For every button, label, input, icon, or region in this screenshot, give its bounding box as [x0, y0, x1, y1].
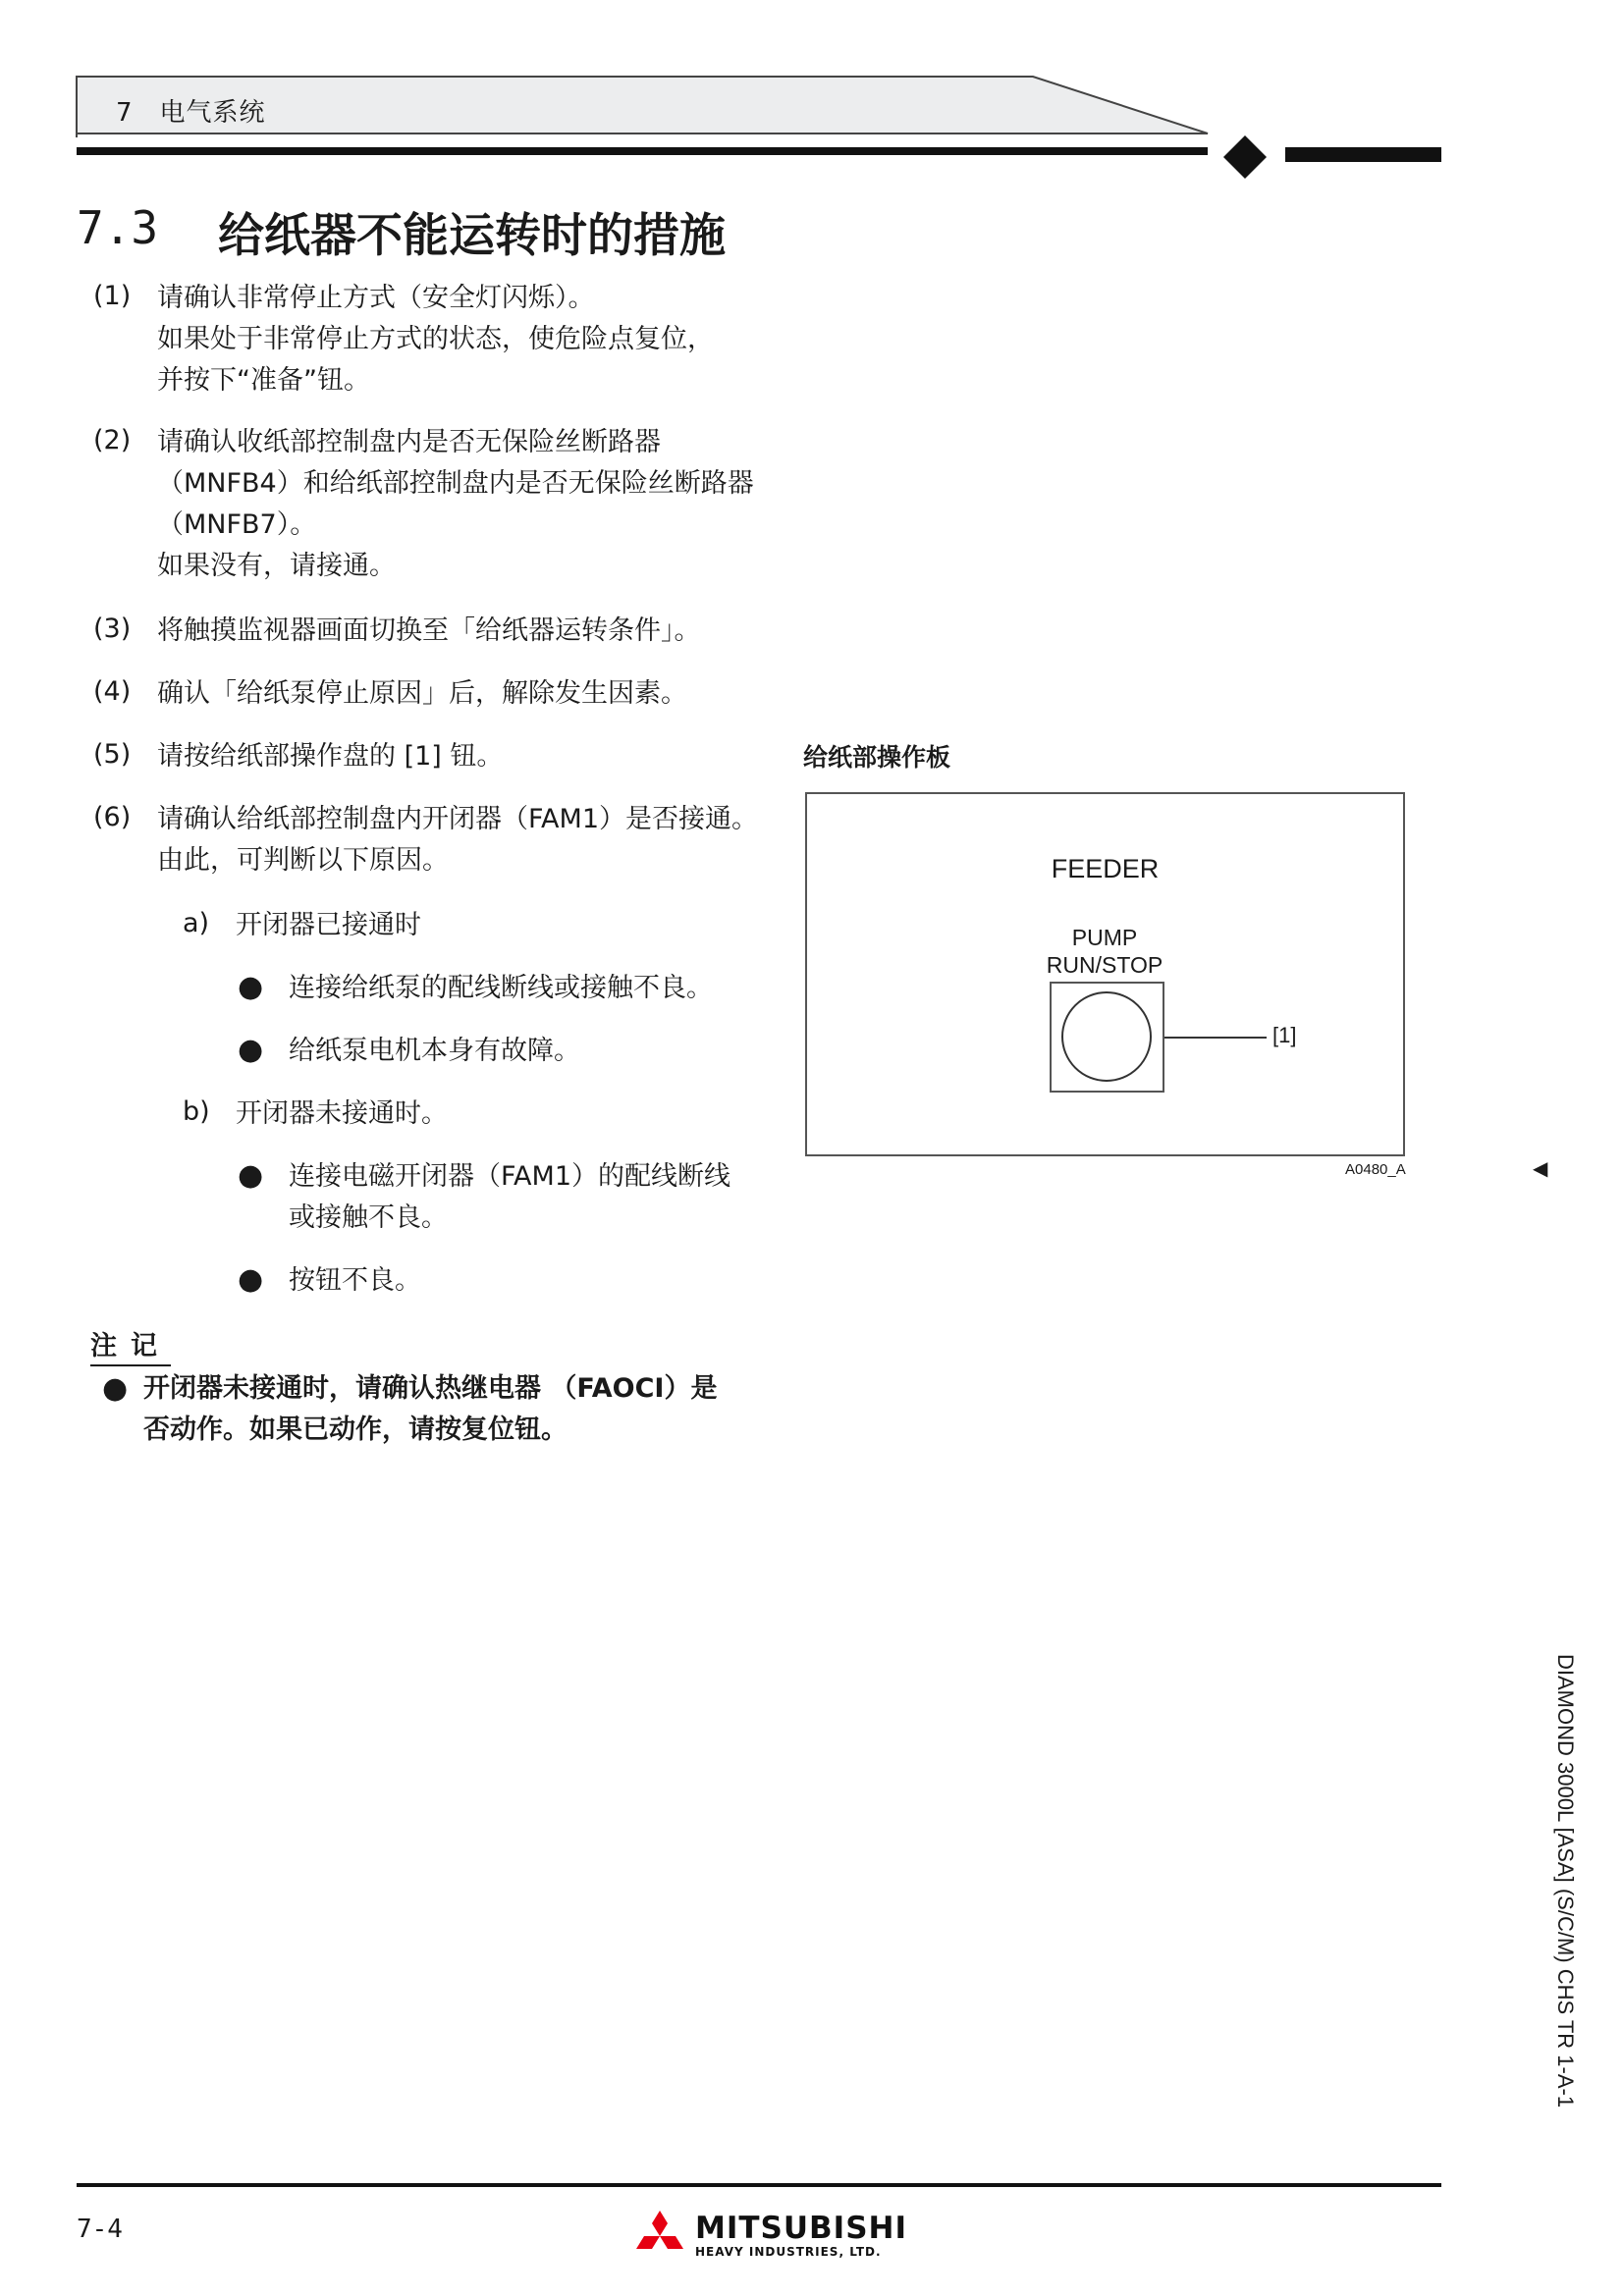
change-marker-icon: ◀ [1533, 1156, 1548, 1180]
note-bullet-icon: ● [102, 1371, 129, 1406]
step-text: 将触摸监视器画面切换至「给纸器运转条件」。 [157, 615, 701, 646]
step-text: 请确认收纸部控制盘内是否无保险丝断路器 （MNFB4）和给纸部控制盘内是否无保险丝断路器 （MNFB7）。 如果没有，请接通。 [157, 427, 754, 581]
pump-label: PUMP RUN/STOP [1046, 925, 1163, 978]
bullet-icon: ● [238, 1033, 264, 1067]
bullet-text: 连接给纸泵的配线断线或接触不良。 [289, 973, 713, 1003]
step-number: (1) [93, 281, 132, 311]
chapter-heading: 7 电气系统 [116, 98, 266, 128]
sub-marker-b: b) [183, 1096, 210, 1127]
step-number: (5) [93, 739, 132, 770]
callout-leader-line [1164, 1037, 1267, 1039]
note-text: 开闭器未接通时，请确认热继电器 （FAOCI）是 否动作。如果已动作，请按复位钮。 [143, 1373, 718, 1445]
document-code: DIAMOND 3000L [ASA] (S/C/M) CHS TR 1-A-1 [1553, 1654, 1578, 2109]
step-text: 确认「给纸泵停止原因」后，解除发生因素。 [157, 678, 687, 709]
footer-rule [77, 2183, 1441, 2187]
step-number: (6) [93, 802, 132, 832]
page-number: 7-4 [77, 2215, 123, 2244]
feeder-label: FEEDER [1051, 854, 1160, 883]
bullet-text: 给纸泵电机本身有故障。 [289, 1036, 580, 1066]
sub-text-a: 开闭器已接通时 [236, 910, 421, 940]
bullet-text: 连接电磁开闭器（FAM1）的配线断线 或接触不良。 [289, 1161, 730, 1233]
panel-caption: 给纸部操作板 [803, 743, 951, 772]
bullet-icon: ● [238, 1158, 264, 1193]
step-text: 请确认给纸部控制盘内开闭器（FAM1）是否接通。 由此，可判断以下原因。 [157, 804, 758, 876]
section-title: 给纸器不能运转时的措施 [218, 209, 726, 263]
section-number: 7.3 [77, 201, 159, 254]
bullet-icon: ● [238, 970, 264, 1004]
bullet-text: 按钮不良。 [289, 1265, 421, 1296]
mitsubishi-logo-icon [632, 2209, 687, 2260]
step-text: 请按给纸部操作盘的 [1] 钮。 [157, 741, 504, 772]
step-number: (4) [93, 676, 132, 707]
step-number: (3) [93, 614, 132, 644]
figure-id: A0480_A [1345, 1161, 1406, 1178]
bullet-icon: ● [238, 1262, 264, 1297]
sub-text-b: 开闭器未接通时。 [236, 1098, 448, 1129]
step-number: (2) [93, 425, 132, 455]
note-label: 注记 [90, 1329, 171, 1366]
sub-marker-a: a) [183, 908, 210, 938]
pump-run-stop-button [1061, 991, 1152, 1082]
logo-subtitle: HEAVY INDUSTRIES, LTD. [695, 2245, 882, 2259]
callout-label: [1] [1272, 1023, 1297, 1047]
step-text: 请确认非常停止方式（安全灯闪烁）。 如果处于非常停止方式的状态，使危险点复位， 并按下“准备”钮。 [157, 283, 714, 396]
logo-wordmark: MITSUBISHI [695, 2211, 907, 2246]
